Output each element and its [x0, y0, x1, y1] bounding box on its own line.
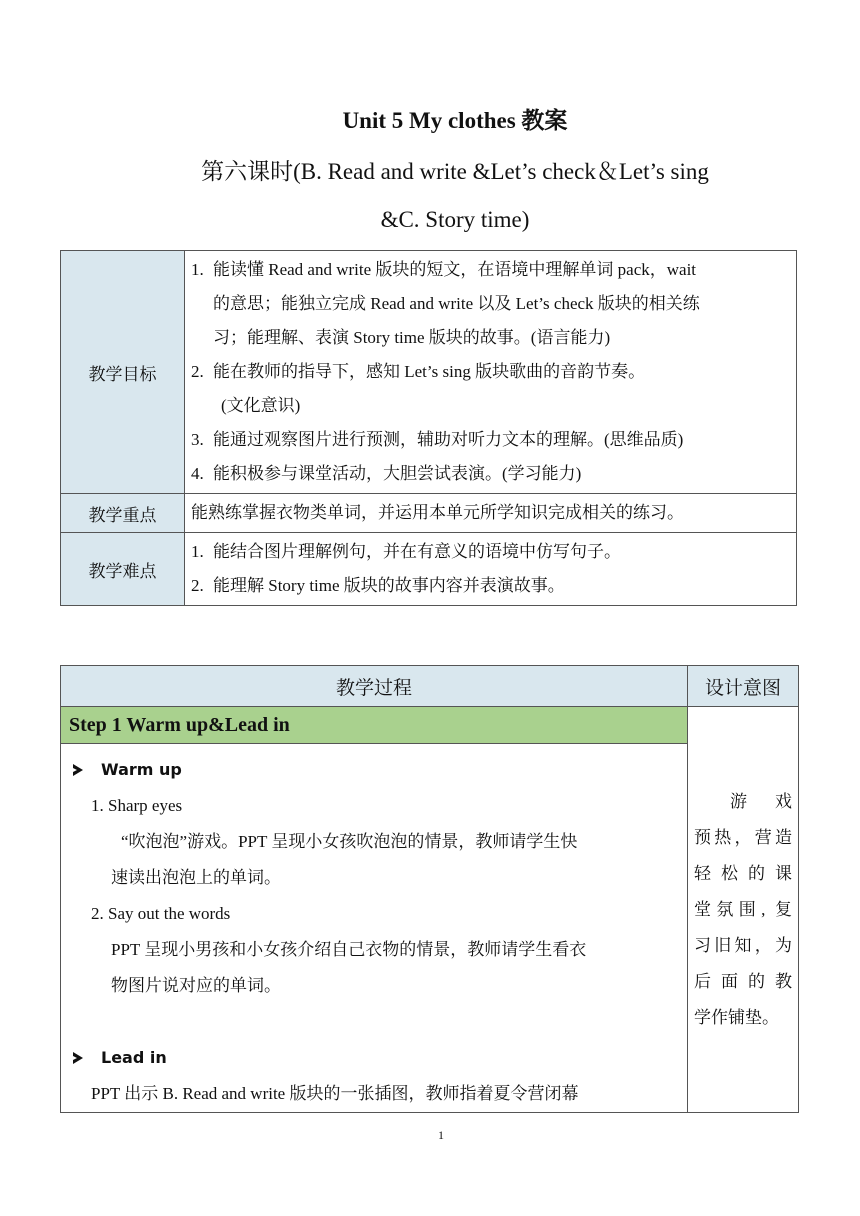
activity-text: PPT 呈现小男孩和小女孩介绍自己衣物的情景，教师请学生看衣: [111, 940, 587, 959]
objective-item: [191, 253, 792, 287]
warm-up-label: Warm up: [101, 760, 182, 779]
activity-text: 速读出泡泡上的单词。: [111, 868, 281, 887]
difficult-points-row: [61, 533, 797, 606]
step-body: [61, 744, 688, 1113]
difficult-points-label: 教学难点: [61, 533, 185, 606]
document-subtitle-line1: 第六课时(B. Read and write &Let’s check＆Let’s sing: [201, 159, 709, 184]
objective-item: [191, 423, 792, 457]
step-title: Step 1 Warm up&Lead in: [61, 707, 688, 744]
objective-text: 能在教师的指导下，感知 Let’s sing 版块歌曲的音韵节奏。: [213, 362, 646, 381]
lead-in-heading: [69, 1040, 679, 1076]
process-header: 教学过程: [61, 666, 688, 707]
objective-text: 能通过观察图片进行预测，辅助对听力文本的理解。(思维品质): [213, 430, 684, 449]
difficult-item: [191, 535, 792, 569]
objective-item: [191, 355, 792, 389]
intent-header: 设计意图: [688, 666, 799, 707]
arrow-bullet-icon: [73, 1052, 83, 1064]
objective-text: 能读懂 Read and write 版块的短文，在语境中理解单词 pack，wait: [213, 260, 697, 279]
objective-text: 能积极参与课堂活动，大胆尝试表演。(学习能力): [213, 464, 582, 483]
process-header-row: [61, 666, 799, 707]
objective-number: 1.: [191, 260, 204, 279]
lead-in-label: Lead in: [101, 1048, 167, 1067]
arrow-bullet-icon: [73, 764, 83, 776]
intent-line: 游 戏: [730, 791, 792, 811]
intent-line: 后 面 的 教: [694, 971, 792, 991]
difficult-number: 2.: [191, 576, 204, 595]
objectives-content: [185, 251, 797, 494]
activity-title: 1. Sharp eyes: [91, 796, 183, 815]
page-number: 1: [438, 1128, 444, 1142]
difficult-item: [191, 569, 792, 603]
document-title: Unit 5 My clothes 教案: [342, 108, 568, 133]
objectives-label: 教学目标: [61, 251, 185, 494]
key-points-text: 能熟练掌握衣物类单词，并运用本单元所学知识完成相关的练习。: [185, 494, 797, 533]
document-subtitle-line2: &C. Story time): [380, 207, 530, 232]
spacer: [69, 1004, 679, 1040]
objective-text-continued: 的意思；能独立完成 Read and write 以及 Let’s check 版块的相关练: [213, 294, 700, 313]
objective-text-continued: (文化意识): [221, 396, 301, 415]
difficult-points-content: [185, 533, 797, 606]
step-row: [61, 707, 799, 744]
process-table: [60, 665, 799, 1113]
difficult-text: 能结合图片理解例句，并在有意义的语境中仿写句子。: [213, 542, 621, 561]
intent-line: 轻 松 的 课: [694, 863, 792, 883]
activity-text: “吹泡泡”游戏。PPT 呈现小女孩吹泡泡的情景，教师请学生快: [121, 832, 578, 851]
objective-item: [191, 457, 792, 491]
difficult-number: 1.: [191, 542, 204, 561]
difficult-text: 能理解 Story time 版块的故事内容并表演故事。: [213, 576, 565, 595]
intent-line: 学作铺垫。: [694, 1007, 779, 1027]
intent-line: 习旧知，为: [694, 935, 792, 955]
activity-title: 2. Say out the words: [91, 904, 231, 923]
key-points-row: [61, 494, 797, 533]
objective-text-continued: 习；能理解、表演 Story time 版块的故事。(语言能力): [213, 328, 611, 347]
goals-table: [60, 250, 797, 606]
objective-number: 3.: [191, 430, 204, 449]
key-points-label: 教学重点: [61, 494, 185, 533]
objective-number: 2.: [191, 362, 204, 381]
design-intent: [688, 707, 799, 1113]
objective-number: 4.: [191, 464, 204, 483]
warm-up-heading: [69, 752, 679, 788]
lead-in-text: PPT 出示 B. Read and write 版块的一张插图，教师指着夏令营闭幕: [91, 1084, 579, 1103]
intent-line: 堂氛围, 复: [694, 899, 792, 919]
activity-text: 物图片说对应的单词。: [111, 976, 281, 995]
objectives-row: [61, 251, 797, 494]
intent-line: 预热，营造: [694, 827, 792, 847]
